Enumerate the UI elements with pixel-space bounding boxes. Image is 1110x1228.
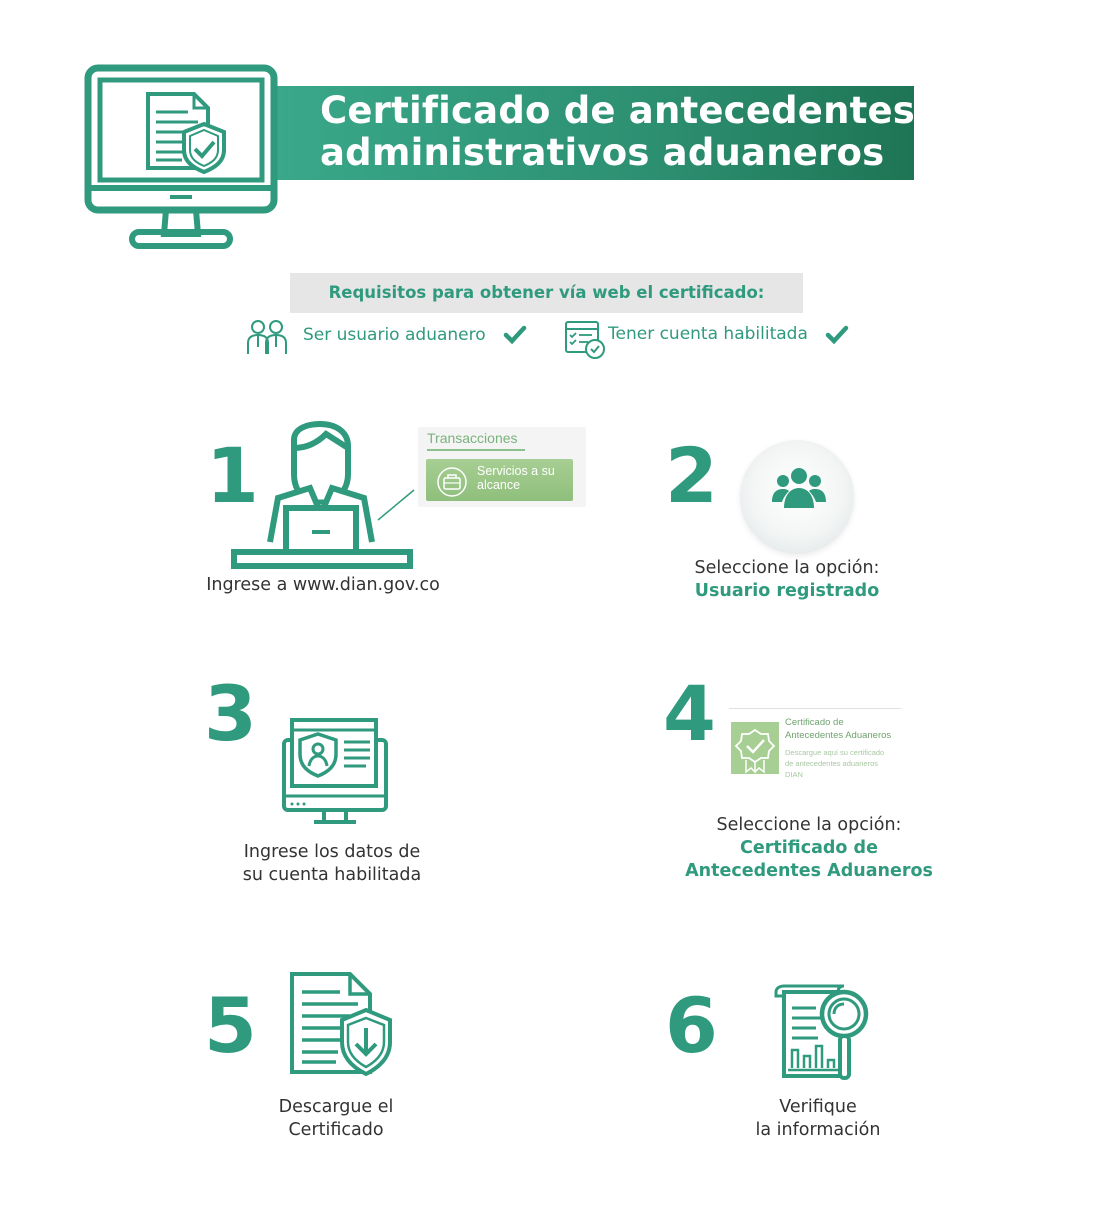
monitor-document-shield-icon — [84, 64, 280, 254]
person-laptop-icon — [230, 422, 416, 572]
check-icon — [826, 326, 848, 344]
step-number-6: 6 — [665, 981, 718, 1070]
step-2-caption-bold: Usuario registrado — [694, 581, 880, 601]
title-line-1: Certificado de antecedentes — [320, 89, 916, 132]
step-2-caption: Seleccione la opción: — [694, 558, 880, 578]
step-4-caption-bold-line-2: Antecedentes Aduaneros — [685, 861, 933, 881]
certificado-panel-desc — [785, 747, 884, 780]
servicios-button-label: Servicios a su alcance — [477, 464, 555, 492]
requirement-user-label: Ser usuario aduanero — [303, 325, 486, 345]
step-number-2: 2 — [665, 431, 718, 520]
certificado-panel-desc-line-2: de antecedentes aduaneros — [785, 759, 878, 768]
document-download-shield-icon — [288, 970, 394, 1078]
step-3-caption-line-1: Ingrese los datos de — [243, 842, 421, 862]
step-number-4: 4 — [663, 669, 716, 758]
certificado-panel-title-line-2: Antecedentes Aduaneros — [785, 730, 892, 741]
users-icon — [246, 317, 290, 355]
document-magnifier-icon — [770, 984, 872, 1086]
step-1-caption: Ingrese a www.dian.gov.co — [206, 575, 440, 595]
certificate-badge-icon — [731, 722, 779, 774]
step-4-caption-bold-line-1: Certificado de — [740, 838, 878, 858]
checklist-icon — [564, 320, 606, 360]
step-number-1: 1 — [206, 431, 259, 520]
requirement-account-label: Tener cuenta habilitada — [608, 324, 808, 344]
title-line-2: administrativos aduaneros — [320, 131, 885, 174]
briefcase-icon — [436, 466, 468, 498]
step-5-caption-line-1: Descargue el — [278, 1097, 394, 1117]
step-4-caption: Seleccione la opción: — [716, 815, 902, 835]
requirements-heading: Requisitos para obtener vía web el certificado: — [328, 283, 765, 302]
certificado-panel-title-line-1: Certificado de — [785, 717, 844, 728]
certificado-panel-desc-line-3: DIAN — [785, 770, 803, 779]
step-6-caption-line-1: Verifique — [779, 1097, 857, 1117]
group-users-icon — [772, 466, 826, 510]
page-title — [320, 90, 920, 174]
certificado-panel-desc-line-1: Descargue aquí su certificado — [785, 748, 885, 757]
transacciones-underline — [427, 449, 525, 451]
transacciones-title: Transacciones — [427, 430, 518, 446]
step-number-3: 3 — [204, 669, 257, 758]
step-number-5: 5 — [204, 981, 257, 1070]
step-3-caption-line-2: su cuenta habilitada — [242, 865, 422, 885]
step-5-caption-line-2: Certificado — [288, 1120, 384, 1140]
monitor-profile-icon — [280, 718, 390, 826]
step-6-caption-line-2: la información — [755, 1120, 881, 1140]
certificado-panel-title — [785, 716, 891, 742]
check-icon — [504, 326, 526, 344]
